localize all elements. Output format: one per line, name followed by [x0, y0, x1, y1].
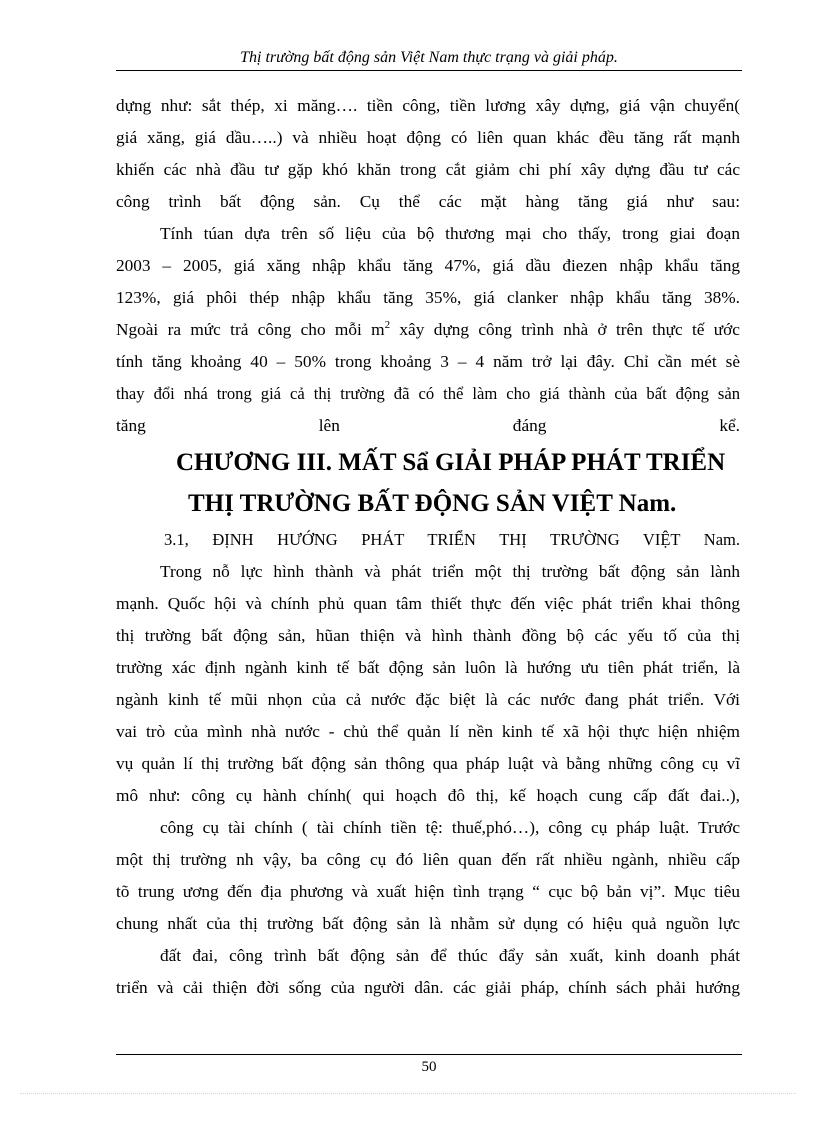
body-line: mô như: công cụ hành chính( qui hoạch đô thị, kế hoạch cung cấp đất đai..),	[116, 786, 740, 805]
body-line: tính tăng khoảng 40 – 50% trong khoảng 3 – 4 năm trở lại đây. Chỉ cần mét sè	[116, 352, 740, 371]
body-line: thị trường bất động sản, hũan thiện và hình thành đồng bộ các yếu tố của thị	[116, 626, 740, 645]
chapter-title: THỊ TRƯỜNG BẤT ĐỘNG SẢN VIỆT Nam.	[188, 490, 677, 517]
header-divider	[116, 70, 742, 71]
line-text: xây dựng công trình nhà ở trên thực tế ước	[390, 320, 740, 339]
body-line: 123%, giá phôi thép nhập khẩu tăng 35%, giá clanker nhập khẩu tăng 38%.	[116, 288, 740, 307]
body-line: dựng như: sắt thép, xi măng…. tiền công, tiền lương xây dựng, giá vận chuyển(	[116, 96, 740, 115]
running-header: Thị trường bất động sản Việt Nam thực trạng và giải pháp.	[240, 49, 618, 66]
body-line: một thị trường nh vậy, ba công cụ đó liên quan đến rất nhiều ngành, nhiều cấp	[116, 850, 740, 869]
page-number: 50	[421, 1059, 437, 1075]
section-heading: 3.1, ĐỊNH HƯỚNG PHÁT TRIỂN THỊ TRƯỜNG VIỆT Nam.	[164, 530, 740, 549]
body-line: vụ quản lí thị trường bất động sản thông qua pháp luật và bằng những công cụ vĩ	[116, 754, 740, 773]
body-line: triển và cải thiện đời sống của người dân. các giải pháp, chính sách phải hướng	[116, 978, 740, 997]
body-line: vai trò của mình nhà nước - chủ thể quản lí nền kinh tế xã hội thực hiện nhiệm	[116, 722, 740, 741]
body-line: đất đai, công trình bất động sản để thúc đẩy sản xuất, kinh doanh phát	[160, 946, 740, 965]
line-text: Ngoài ra mức trả công cho mỗi m	[116, 320, 385, 339]
page-body	[116, 90, 740, 1004]
body-line: Trong nỗ lực hình thành và phát triển một thị trường bất động sản lành	[160, 562, 740, 581]
body-line: mạnh. Quốc hội và chính phủ quan tâm thiết thực đến việc phát triển khai thông	[116, 594, 740, 613]
body-line: chung nhất của thị trường bất động sản là nhằm sử dụng có hiệu quả nguồn lực	[116, 914, 740, 933]
body-line: tõ trung ương đến địa phương và xuất hiện tình trạng “ cục bộ bản vị”. Mục tiêu	[116, 882, 740, 901]
page-edge	[20, 1093, 796, 1094]
chapter-title: CHƯƠNG III. MẤT Sẩ GIẢI PHÁP PHÁT TRIỂN	[176, 449, 726, 476]
body-line: công cụ tài chính ( tài chính tiền tệ: thuế,phó…), công cụ pháp luật. Trước	[160, 818, 740, 837]
body-line: công trình bất động sản. Cụ thể các mặt hàng tăng giá như sau:	[116, 192, 740, 211]
body-line: 2003 – 2005, giá xăng nhập khẩu tăng 47%, giá dầu điezen nhập khẩu tăng	[116, 256, 740, 275]
body-line-with-superscript	[116, 314, 740, 346]
body-line: thay đổi nhá trong giá cả thị trường đã có thể làm cho giá thành của bất động sản	[116, 384, 740, 403]
body-line: khiến các nhà đầu tư gặp khó khăn trong cắt giảm chi phí xây dựng đầu tư các	[116, 160, 740, 179]
body-line: ngành kinh tế mũi nhọn của cả nước đặc biệt là các nước đang phát triển. Với	[116, 690, 740, 709]
body-line: tăng lên đáng kể.	[116, 416, 740, 435]
body-line: Tính túan dựa trên số liệu của bộ thương mại cho thấy, trong giai đoạn	[160, 224, 740, 243]
footer-divider	[116, 1054, 742, 1055]
body-line: giá xăng, giá dầu…..) và nhiều hoạt động có liên quan khác đều tăng rất mạnh	[116, 128, 740, 147]
superscript: 2	[384, 319, 391, 332]
body-line: trường xác định ngành kinh tế bất động sản luôn là hướng ưu tiên phát triển, là	[116, 658, 740, 677]
